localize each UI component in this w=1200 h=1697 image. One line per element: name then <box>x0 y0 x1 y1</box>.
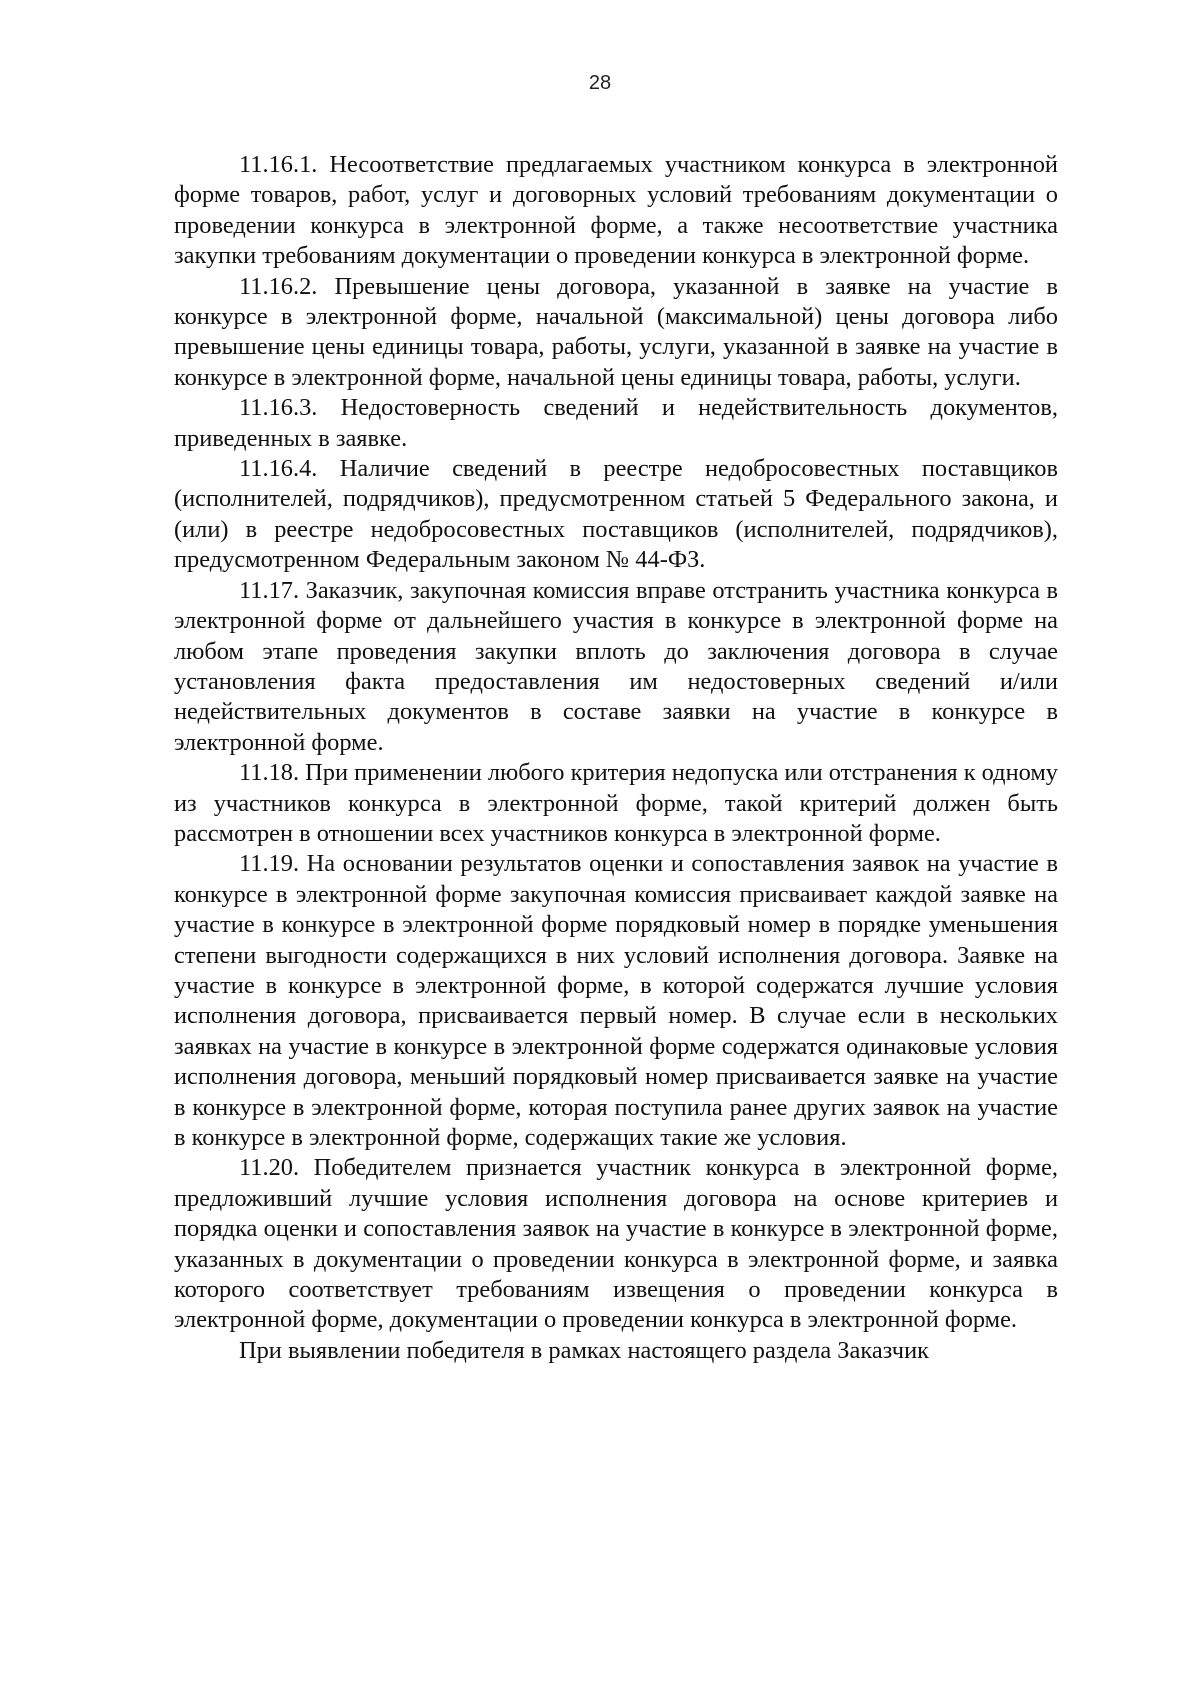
page-number: 28 <box>588 72 612 94</box>
paragraph-11-18: 11.18. При применении любого критерия недопуска или отстранения к одному из участников конкурса в электронной форме, такой критерий должен быть рассмотрен в отношении всех участников конкурса в электронной форме. <box>174 759 1058 847</box>
paragraph-11-16-2: 11.16.2. Превышение цены договора, указанной в заявке на участие в конкурсе в электронной форме, начальной (максимальной) цены договора либо превышение цены единицы товара, работы, услуги, указанной в заявке на участие в конкурсе в электронной форме, начальной цены единицы товара, работы, услуги. <box>174 272 1058 391</box>
paragraph-11-17: 11.17. Заказчик, закупочная комиссия вправе отстранить участника конкурса в электронной форме от дальнейшего участия в конкурсе в электронной форме на любом этапе проведения закупки вплоть до заключения договора в случае установления факта предоставления им недостоверных сведений и/или недействительных документов в составе заявки на участие в конкурсе в электронной форме. <box>174 576 1058 756</box>
paragraph-winner-continued: При выявлении победителя в рамках настоящего раздела Заказчик <box>239 1336 929 1364</box>
paragraph-11-16-4: 11.16.4. Наличие сведений в реестре недобросовестных поставщиков (исполнителей, подрядчиков), предусмотренном статьей 5 Федерального закона, и (или) в реестре недобросовестных поставщиков (исполнителей, подрядчиков), предусмотренном Федеральным законом № 44-ФЗ. <box>174 455 1058 574</box>
paragraph-11-20: 11.20. Победителем признается участник конкурса в электронной форме, предложивший лучшие условия исполнения договора на основе критериев и порядка оценки и сопоставления заявок на участие в конкурсе в электронной форме, указанных в документации о проведении конкурса в электронной форме, и заявка которого соответствует требованиям извещения о проведении конкурса в электронной форме, документации о проведении конкурса в электронной форме. <box>174 1154 1058 1334</box>
paragraph-11-16-3: 11.16.3. Недостоверность сведений и недействительность документов, приведенных в заявке. <box>174 394 1058 452</box>
paragraph-11-19: 11.19. На основании результатов оценки и сопоставления заявок на участие в конкурсе в электронной форме закупочная комиссия присваивает каждой заявке на участие в конкурсе в электронной форме порядковый номер в порядке уменьшения степени выгодности содержащихся в них условий исполнения договора. Заявке на участие в конкурсе в электронной форме, в которой содержатся лучшие условия исполнения договора, присваивается первый номер. В случае если в нескольких заявках на участие в конкурсе в электронной форме содержатся одинаковые условия исполнения договора, меньший порядковый номер присваивается заявке на участие в конкурсе в электронной форме, которая поступила ранее других заявок на участие в конкурсе в электронной форме, содержащих такие же условия. <box>174 850 1058 1151</box>
paragraph-11-16-1: 11.16.1. Несоответствие предлагаемых участником конкурса в электронной форме товаров, работ, услуг и договорных условий требованиям документации о проведении конкурса в электронной форме, а также несоответствие участника закупки требованиям документации о проведении конкурса в электронной форме. <box>174 151 1058 270</box>
document-body <box>174 150 1058 1366</box>
